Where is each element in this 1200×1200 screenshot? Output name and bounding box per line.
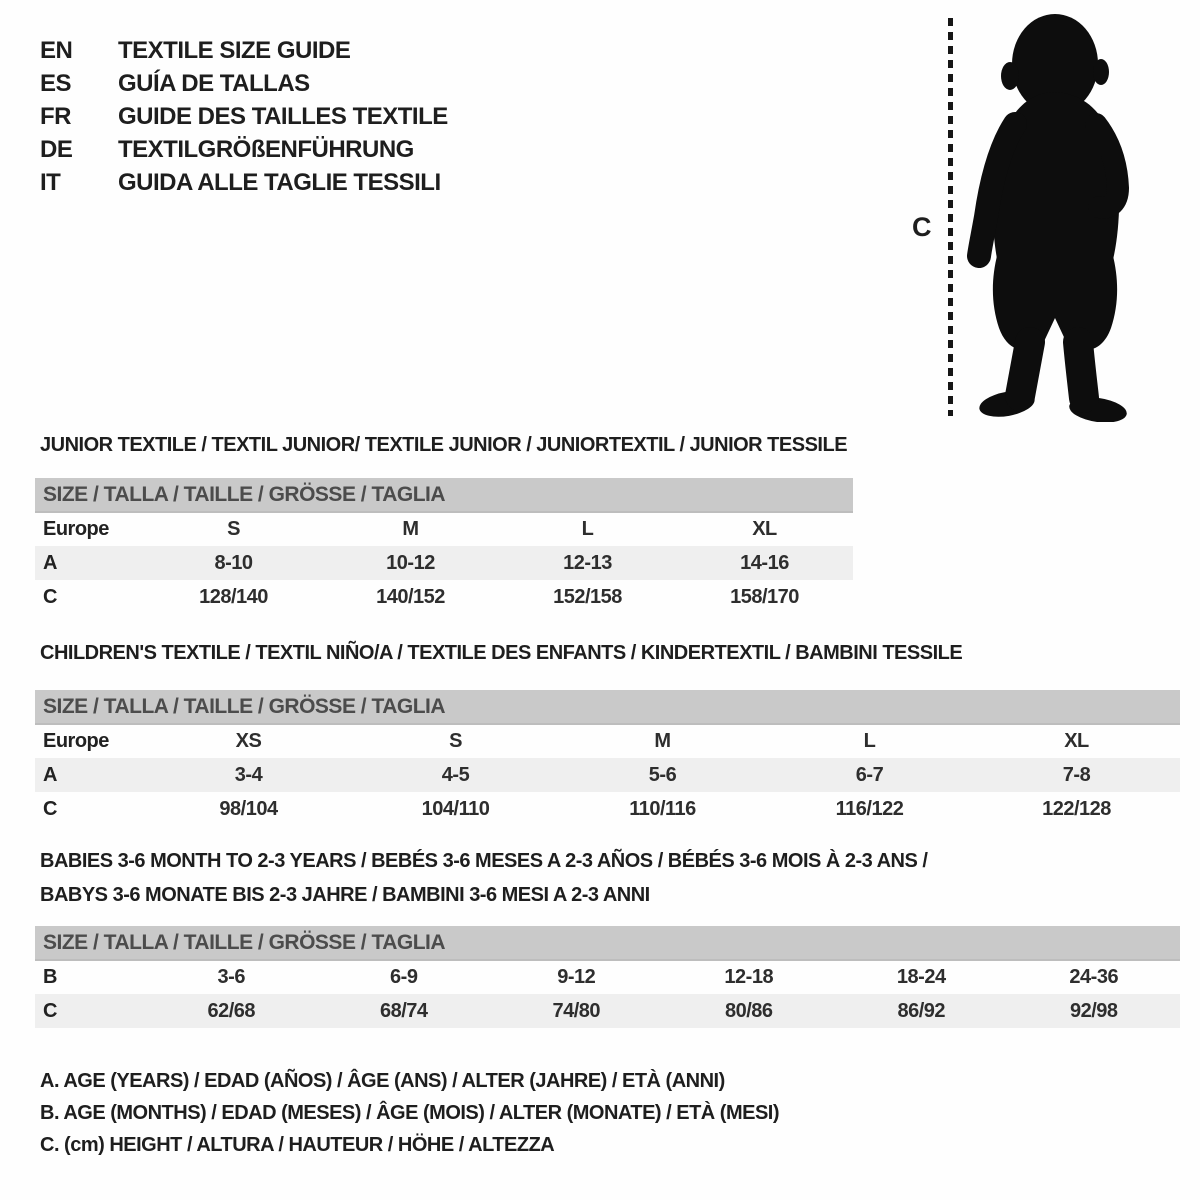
row-label: C <box>35 994 145 1028</box>
months-cell: 3-6 <box>217 966 245 988</box>
legend-line-c: C. (cm) HEIGHT / ALTURA / HAUTEUR / HÖHE / ALTEZZA <box>40 1134 555 1156</box>
height-cell: 128/140 <box>199 585 268 608</box>
table-row-height <box>35 792 1180 826</box>
language-title: GUIDE DES TAILLES TEXTILE <box>118 102 448 130</box>
size-cell: S <box>227 518 240 540</box>
height-cell: 74/80 <box>490 994 663 1028</box>
language-code: IT <box>40 168 61 196</box>
age-cell: 14-16 <box>676 546 853 580</box>
language-row-fr <box>40 100 448 133</box>
size-table-header: SIZE / TALLA / TAILLE / GRÖSSE / TAGLIA <box>35 478 853 512</box>
height-cell: 104/110 <box>421 797 490 820</box>
language-title: TEXTILE SIZE GUIDE <box>118 36 351 64</box>
months-cell: 12-18 <box>724 966 774 988</box>
age-cell: 12-13 <box>499 546 676 580</box>
legend <box>40 1070 779 1166</box>
toddler-silhouette-icon <box>960 12 1146 422</box>
language-code: ES <box>40 69 72 97</box>
months-cell: 6-9 <box>390 966 418 988</box>
language-title-list <box>40 34 448 199</box>
size-cell: M <box>402 518 419 540</box>
language-code: EN <box>40 36 73 64</box>
language-row-it <box>40 166 448 199</box>
size-cell: M <box>654 730 671 752</box>
size-table-header: SIZE / TALLA / TAILLE / GRÖSSE / TAGLIA <box>35 690 1180 724</box>
size-cell: XS <box>235 730 262 752</box>
height-cell: 140/152 <box>376 585 445 608</box>
height-cell: 152/158 <box>553 585 622 608</box>
height-cell: 68/74 <box>318 994 491 1028</box>
age-cell: 6-7 <box>766 758 973 792</box>
language-title: GUÍA DE TALLAS <box>118 69 310 97</box>
height-measure-label: C <box>912 212 931 242</box>
size-cell: L <box>863 730 876 752</box>
table-row-height <box>35 994 1180 1028</box>
height-cell: 158/170 <box>730 585 799 608</box>
language-title: GUIDA ALLE TAGLIE TESSILI <box>118 168 441 196</box>
row-label: A <box>35 546 145 580</box>
row-label: A <box>35 758 145 792</box>
row-label: Europe <box>43 518 109 540</box>
dashed-height-line <box>948 18 953 416</box>
children-size-table <box>35 690 1180 826</box>
months-cell: 24-36 <box>1069 966 1119 988</box>
months-cell: 18-24 <box>896 966 946 988</box>
height-cell: 110/116 <box>629 797 696 820</box>
table-row-age <box>35 758 1180 792</box>
table-row-age <box>35 546 853 580</box>
row-label: C <box>43 585 57 608</box>
size-cell: L <box>581 518 594 540</box>
size-table-header: SIZE / TALLA / TAILLE / GRÖSSE / TAGLIA <box>35 926 1180 960</box>
language-code: DE <box>40 135 73 163</box>
height-cell: 80/86 <box>663 994 836 1028</box>
legend-line-a: A. AGE (YEARS) / EDAD (AÑOS) / ÂGE (ANS) / ALTER (JAHRE) / ETÀ (ANNI) <box>40 1070 725 1092</box>
row-label: C <box>43 797 57 820</box>
height-cell: 98/104 <box>219 797 278 820</box>
language-title: TEXTILGRÖßENFÜHRUNG <box>118 135 414 163</box>
babies-size-table <box>35 926 1180 1028</box>
babies-section-heading-line1: BABIES 3-6 MONTH TO 2-3 YEARS / BEBÉS 3-6 MESES A 2-3 AÑOS / BÉBÉS 3-6 MOIS À 2-3 ANS / <box>40 850 928 872</box>
junior-size-table <box>35 478 853 614</box>
age-cell: 8-10 <box>145 546 322 580</box>
age-cell: 4-5 <box>352 758 559 792</box>
language-row-es <box>40 67 448 100</box>
age-cell: 10-12 <box>322 546 499 580</box>
legend-line-b: B. AGE (MONTHS) / EDAD (MESES) / ÂGE (MOIS) / ALTER (MONATE) / ETÀ (MESI) <box>40 1102 780 1124</box>
size-cell: S <box>449 730 462 752</box>
height-cell: 122/128 <box>1042 797 1111 820</box>
table-row-europe <box>35 724 1180 758</box>
size-cell: XL <box>752 518 777 540</box>
age-cell: 7-8 <box>973 758 1180 792</box>
table-row-europe <box>35 512 853 546</box>
height-cell: 92/98 <box>1008 994 1181 1028</box>
children-section-heading: CHILDREN'S TEXTILE / TEXTIL NIÑO/A / TEXTILE DES ENFANTS / KINDERTEXTIL / BAMBINI TESSILE <box>40 642 963 664</box>
table-row-height <box>35 580 853 614</box>
junior-section-heading: JUNIOR TEXTILE / TEXTIL JUNIOR/ TEXTILE JUNIOR / JUNIORTEXTIL / JUNIOR TESSILE <box>40 434 848 456</box>
age-cell: 5-6 <box>559 758 766 792</box>
table-row-months <box>35 960 1180 994</box>
row-label: B <box>43 966 57 988</box>
row-label: Europe <box>43 730 109 752</box>
months-cell: 9-12 <box>557 966 596 988</box>
height-cell: 86/92 <box>835 994 1008 1028</box>
language-row-en <box>40 34 448 67</box>
language-row-de <box>40 133 448 166</box>
language-code: FR <box>40 102 71 130</box>
babies-section-heading-line2: BABYS 3-6 MONATE BIS 2-3 JAHRE / BAMBINI 3-6 MESI A 2-3 ANNI <box>40 884 650 906</box>
height-cell: 116/122 <box>835 797 904 820</box>
age-cell: 3-4 <box>145 758 352 792</box>
height-cell: 62/68 <box>145 994 318 1028</box>
size-cell: XL <box>1064 730 1089 752</box>
